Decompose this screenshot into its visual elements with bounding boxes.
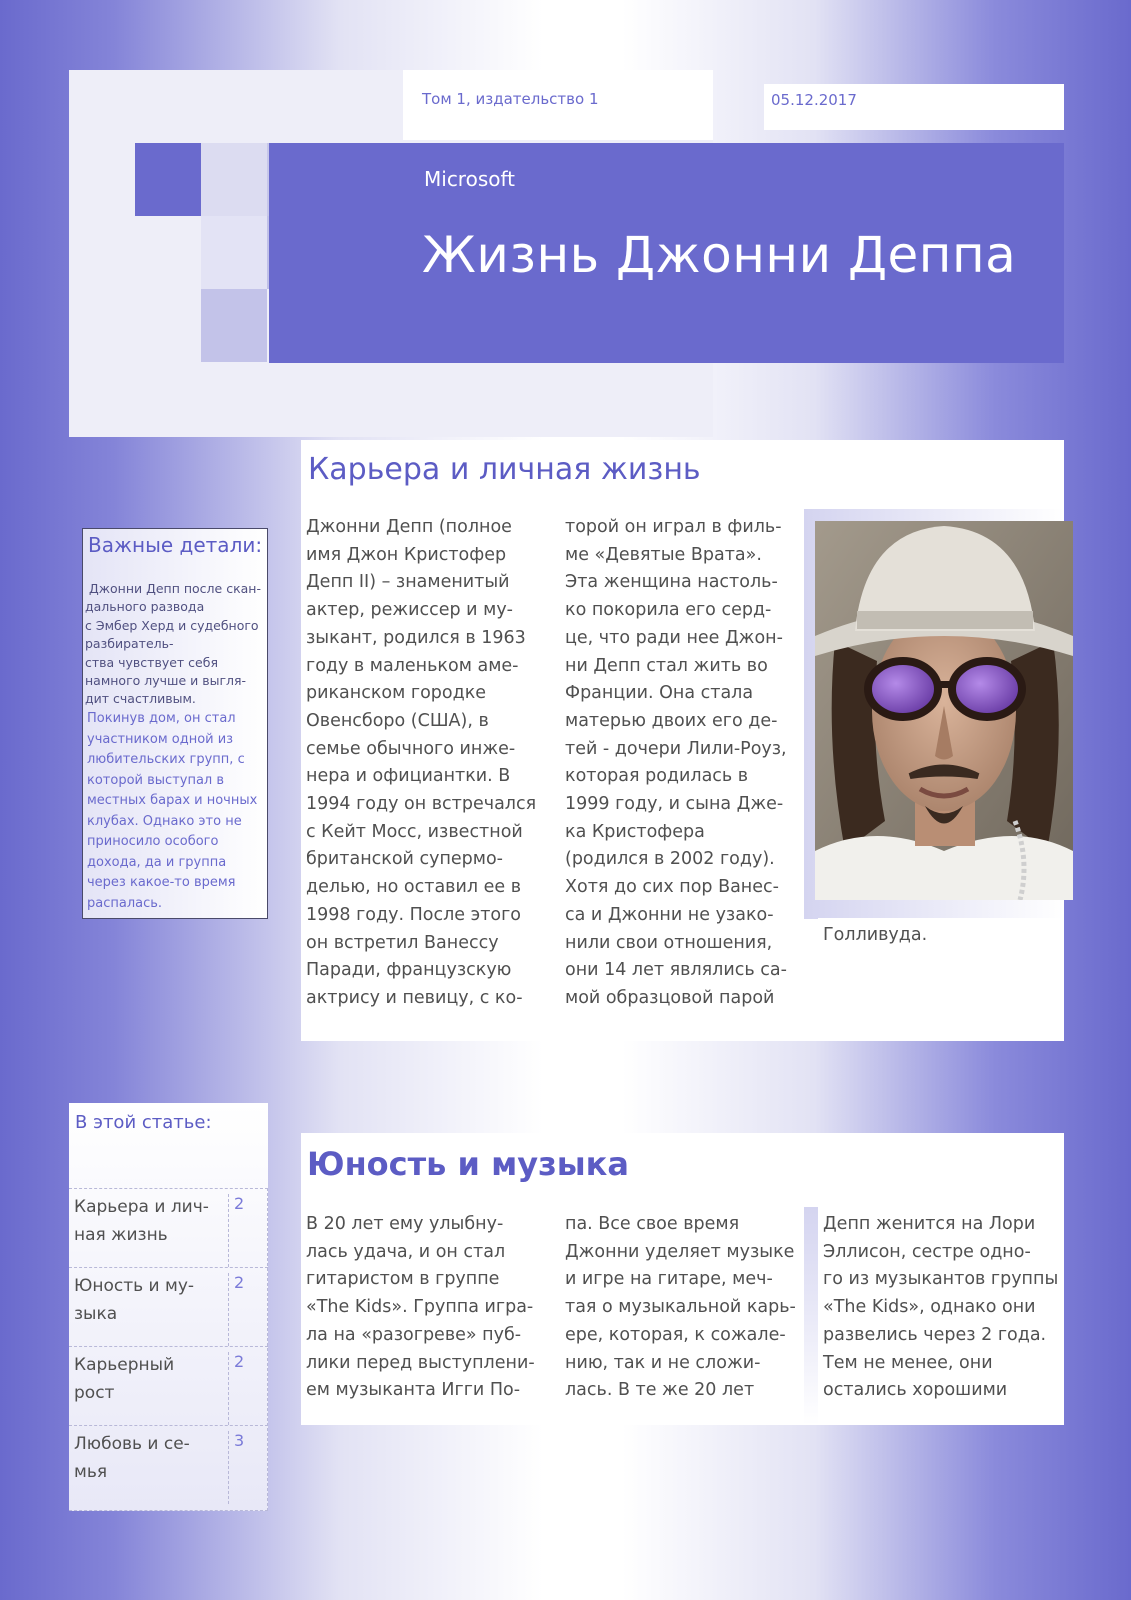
article-youth-title: Юность и музыка: [307, 1145, 629, 1183]
toc-item-label: Карьера и лич- ная жизнь: [74, 1197, 209, 1245]
toc-item-label: Любовь и се- мья: [74, 1434, 190, 1482]
details-paragraph-2: Покинув дом, он стал участником одной из любительских групп, с которой выступал в местных барах и ночных клубах. Однако это не приносило особого дохода, да и группа через какое-то время распалась.: [87, 711, 258, 911]
publisher-name: Microsoft: [424, 167, 516, 191]
volume-label: Том 1, издательство 1: [422, 90, 599, 108]
article-career-column-1: Джонни Депп (полное имя Джон Кристофер Депп II) – знаменитый актер, режиссер и му- зыкант, родился в 1963 году в маленьком аме- риканском городке Овенсборо (США), в семье обычного инже- нера и официантки. В 1994 году он встречался с Кейт Мосс, известной британской супермо- делью, но оставил ее в 1998 году. После этого он встретил Ванессу Паради, французскую актрису и певицу, с ко-: [306, 517, 537, 1008]
toc-item-label: Карьерный рост: [74, 1355, 175, 1403]
article-career-continuation: Голливуда.: [823, 925, 928, 945]
portrait-illustration: [815, 521, 1073, 900]
issue-date: 05.12.2017: [771, 91, 857, 109]
article-youth-column-2: па. Все свое время Джонни уделяет музыке и игре на гитаре, меч- тая о музыкальной карь- ере, которая, к сожале- нию, так и не сложи- лась. В те же 20 лет: [565, 1214, 796, 1401]
article-youth-column-3: Депп женится на Лори Эллисон, сестре одно- го из музыкантов группы «The Kids», однако они развелись через 2 года. Тем не менее, они остались хорошими: [823, 1214, 1059, 1401]
details-paragraph-1: Джонни Депп после скан- дального развода с Эмбер Херд и судебного разбиратель- ства чувствует себя намного лучше и выгля- дит счастливым.: [85, 581, 261, 707]
newsletter-title: Жизнь Джонни Деппа: [422, 226, 1017, 284]
toc-item-page: 2: [228, 1352, 268, 1425]
decor-square: [201, 143, 267, 216]
article-youth-column-1: В 20 лет ему улыбну- лась удача, и он стал гитаристом в группе «The Kids». Группа игра- ла на «разогреве» пуб- лики перед выступлени- ем музыканта Игги По-: [306, 1214, 535, 1401]
toc-title: В этой статье:: [75, 1112, 212, 1133]
toc-item-page: 2: [228, 1273, 268, 1346]
toc-item-page: 2: [228, 1194, 268, 1267]
article-career-title: Карьера и личная жизнь: [308, 452, 701, 487]
toc-item-page: 3: [228, 1431, 268, 1504]
decor-square: [201, 289, 267, 362]
decor-square: [135, 143, 201, 216]
toc-item[interactable]: [69, 1267, 268, 1346]
toc-grid-line: [267, 1188, 268, 1511]
details-sidebar-title: Важные детали:: [88, 533, 263, 557]
portrait-photo: [815, 521, 1073, 900]
toc-item[interactable]: [69, 1188, 268, 1267]
toc-item[interactable]: [69, 1425, 268, 1504]
decor-square: [201, 216, 267, 289]
article-career-column-2: торой он играл в филь- ме «Девятые Врата». Эта женщина настоль- ко покорила его серд- це, что ради нее Джон- ни Депп стал жить во Франции. Она стала матерью двоих его де- тей - дочери Лили-Роуз, которая родилась в 1999 году, и сына Дже- ка Кристофера (родился в 2002 году). Хотя до сих пор Ванес- са и Джонни не узако- нили свои отношения, они 14 лет являлись са- мой образцовой парой: [565, 517, 787, 1008]
column-gap: [804, 1207, 818, 1425]
toc-grid-line: [69, 1510, 268, 1511]
toc-item-label: Юность и му- зыка: [74, 1276, 195, 1324]
toc-item[interactable]: [69, 1346, 268, 1425]
